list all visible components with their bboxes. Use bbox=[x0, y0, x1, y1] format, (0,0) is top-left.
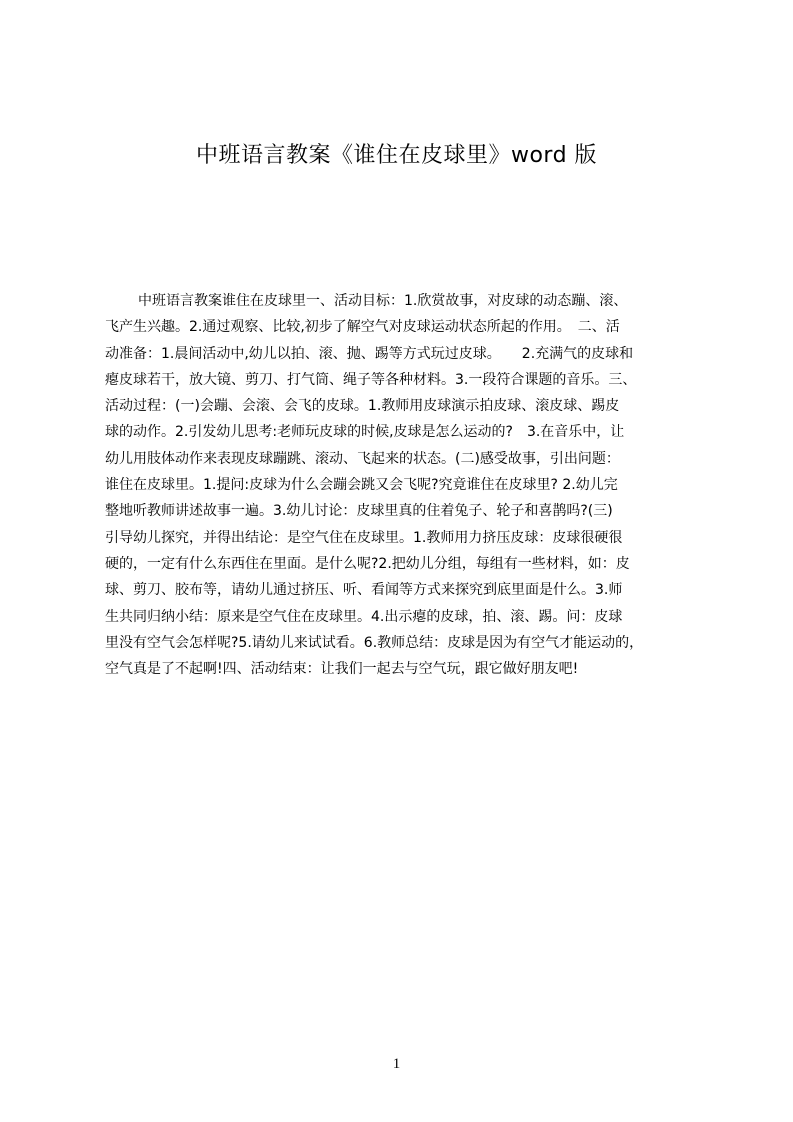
body-line: 飞产生兴趣。2.通过观察、比较,初步了解空气对皮球运动状态所起的作用。 二、活 bbox=[105, 319, 620, 336]
body-line: 硬的，一定有什么东西住在里面。是什么呢?2.把幼儿分组，每组有一些材料，如：皮 bbox=[105, 555, 630, 572]
body-line: 球的动作。2.引发幼儿思考:老师玩皮球的时候,皮球是怎么运动的? 3.在音乐中，让 bbox=[105, 424, 625, 441]
body-line: 整地听教师讲述故事一遍。3.幼儿讨论：皮球里真的住着兔子、轮子和喜鹊吗?(三) bbox=[105, 503, 613, 520]
body-line: 谁住在皮球里。1.提问:皮球为什么会蹦会跳又会飞呢?究竟谁住在皮球里? 2.幼儿完 bbox=[105, 477, 618, 494]
body-line: 动准备：1.晨间活动中,幼儿以拍、滚、抛、踢等方式玩过皮球。 2.充满气的皮球和 bbox=[105, 345, 634, 362]
page-number: 1 bbox=[392, 1056, 401, 1072]
body-line: 引导幼儿探究，并得出结论：是空气住在皮球里。1.教师用力挤压皮球：皮球很硬很 bbox=[105, 529, 623, 546]
body-line: 空气真是了不起啊!四、活动结束：让我们一起去与空气玩，跟它做好朋友吧! bbox=[105, 661, 579, 678]
body-line: 里没有空气会怎样呢?5.请幼儿来试试看。6.教师总结：皮球是因为有空气才能运动的， bbox=[105, 634, 644, 651]
body-line: 球、剪刀、胶布等，请幼儿通过挤压、听、看闻等方式来探究到底里面是什么。3.师 bbox=[105, 582, 623, 599]
document-title: 中班语言教案《谁住在皮球里》word 版 bbox=[195, 143, 598, 168]
body-line: 中班语言教案谁住在皮球里一、活动目标：1.欣赏故事，对皮球的动态蹦、滚、 bbox=[138, 293, 628, 309]
body-line: 幼儿用肢体动作来表现皮球蹦跳、滚动、飞起来的状态。(二)感受故事，引出问题： bbox=[105, 450, 620, 467]
body-line: 活动过程：(一)会蹦、会滚、会飞的皮球。1.教师用皮球演示拍皮球、滚皮球、踢皮 bbox=[105, 398, 620, 415]
document-body bbox=[105, 288, 696, 708]
body-line: 瘪皮球若干，放大镜、剪刀、打气筒、绳子等各种材料。3.一段符合课题的音乐。三、 bbox=[105, 371, 637, 388]
body-line: 生共同归纳小结：原来是空气住在皮球里。4.出示瘪的皮球，拍、滚、踢。问：皮球 bbox=[105, 608, 623, 625]
